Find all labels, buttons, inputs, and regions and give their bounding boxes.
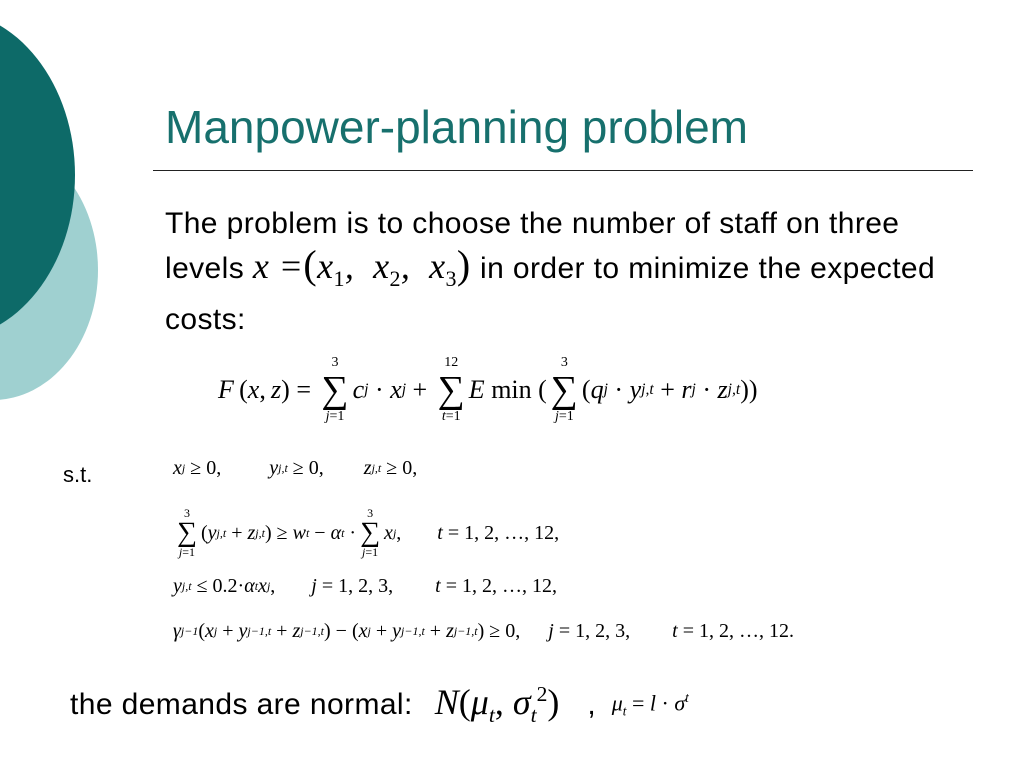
constraint-nonnegativity: x j ≥ 0, y j,t ≥ 0, z j,t ≥ 0,: [173, 457, 418, 479]
intro-text-start: The problem is to choose the number of staff on three levels: [165, 207, 900, 285]
constraint-temporary-limit: y j,t ≤ 0.2· α t x j , j = 1, 2, 3, t = 1, 2, …, 12,: [173, 575, 557, 597]
constraint-level-ratio: γ j−1 ( x j + y j−1,t + z j−1,t ) − ( x j + y j−1,t + z j−1,t ) ≥ 0, j = 1, 2, 3, t = 1, 2, …, 12.: [173, 620, 794, 642]
intro-text-end: in order to minimize the expected costs:: [165, 252, 936, 337]
mean-formula: $\mu_t = l \cdot \sigma^t$: [611, 690, 689, 719]
objective-function: F ( x , z ) = 3 ∑ j=1 c j · x j + 12 ∑ t=1 E min ( 3 ∑ j=1 ( q j · y j,t + r j · z j,t )): [218, 355, 758, 424]
demand-distribution: [70, 670, 689, 740]
staff-levels-formula: $x =(x_1$, $x_2$, $x_3$): [252, 242, 471, 292]
slide-title: Manpower-planning problem: [165, 101, 748, 153]
title-divider: [153, 170, 973, 171]
demands-label: the demands are normal:: [70, 688, 413, 721]
formula-separator: ,: [587, 688, 596, 721]
subject-to-label: s.t.: [63, 462, 93, 487]
intro-paragraph: [165, 203, 965, 340]
constraint-demand: 3 ∑ j=1 ( y j,t + z j,t ) ≥ w t − α t · 3 ∑ j=1 x j , t = 1, 2, …, 12,: [177, 506, 560, 559]
normal-distribution-formula: $N(\mu_t$, $\sigma_t^2$): [434, 682, 560, 728]
